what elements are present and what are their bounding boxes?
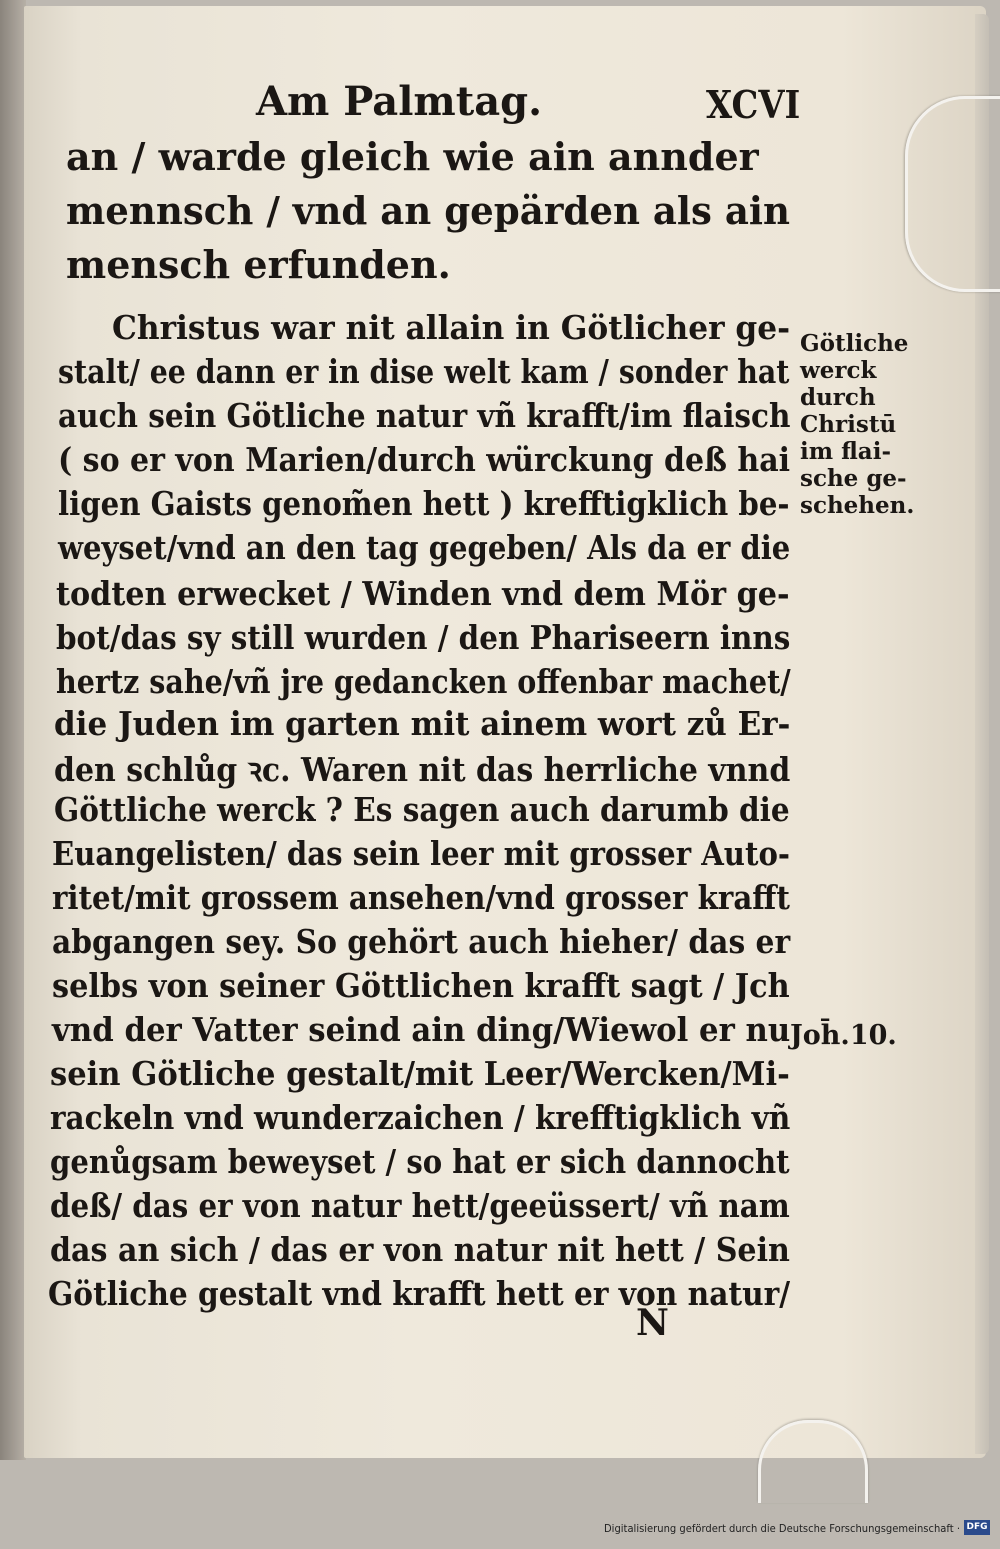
folio-number: XCVI <box>706 82 801 127</box>
text-line: Göttliche werck ? Es sagen auch darumb die <box>54 790 790 829</box>
margin-note-goetliche-werck: Götliche werck durch Christū im flai- sche ge- schehen. <box>800 330 915 519</box>
text-line: rackeln vnd wunderzaichen / krefftigklich vñ <box>50 1098 791 1137</box>
text-line: mennsch / vnd an gepärden als ain <box>66 188 791 233</box>
book-spine <box>0 0 26 1460</box>
text-line: hertz sahe/vñ jre gedancken offenbar machet/ <box>56 662 791 701</box>
text-line: vnd der Vatter seind ain ding/Wiewol er nu <box>52 1010 791 1049</box>
paper-clip-top <box>905 96 1000 292</box>
text-line: das an sich / das er von natur nit hett / Sein <box>50 1230 790 1269</box>
text-line: Christus war nit allain in Götlicher ge- <box>112 308 791 347</box>
text-line: deß/ das er von natur hett/geeüssert/ vñ nam <box>50 1186 790 1225</box>
text-line: sein Götliche gestalt/mit Leer/Wercken/Mi- <box>50 1054 790 1093</box>
text-line: selbs von seiner Göttlichen krafft sagt / Jch <box>52 966 790 1005</box>
text-line: todten erwecket / Winden vnd dem Mör ge- <box>56 574 790 613</box>
text-line: ( so er von Marien/durch würckung deß hai <box>58 440 791 479</box>
catchword: N <box>636 1302 669 1344</box>
dfg-logo: DFG <box>964 1520 990 1535</box>
margin-note-john-10: Joh̄.10. <box>790 1020 897 1051</box>
text-line: ligen Gaists genom̃en hett ) krefftigklich be- <box>58 484 790 523</box>
text-line: auch sein Götliche natur vñ krafft/im flaisch <box>58 396 791 435</box>
text-line: Götliche gestalt vnd krafft hett er von natur/ <box>48 1274 791 1313</box>
paper-clip-bottom <box>758 1420 868 1503</box>
text-line: an / warde gleich wie ain annder <box>66 134 759 179</box>
text-line: ritet/mit grossem ansehen/vnd grosser krafft <box>52 878 790 917</box>
running-title: Am Palmtag. <box>256 78 543 125</box>
text-line: weyset/vnd an den tag gegeben/ Als da er die <box>58 528 791 567</box>
text-line: die Juden im garten mit ainem wort zů Er- <box>54 704 791 743</box>
text-line: Euangelisten/ das sein leer mit grosser Auto- <box>52 834 790 873</box>
text-line: den schlůg ꝛc. Waren nit das herrliche vnnd <box>54 750 791 789</box>
text-line: stalt/ ee dann er in dise welt kam / sonder hat <box>58 352 790 391</box>
text-line: bot/das sy still wurden / den Phariseern inns <box>56 618 791 657</box>
text-line: genůgsam beweyset / so hat er sich dannocht <box>50 1142 790 1181</box>
digitization-credit: Digitalisierung gefördert durch die Deutsche Forschungsgemeinschaft · <box>604 1522 960 1535</box>
text-line: abgangen sey. So gehört auch hieher/ das er <box>52 922 791 961</box>
text-line: mensch erfunden. <box>66 242 451 287</box>
